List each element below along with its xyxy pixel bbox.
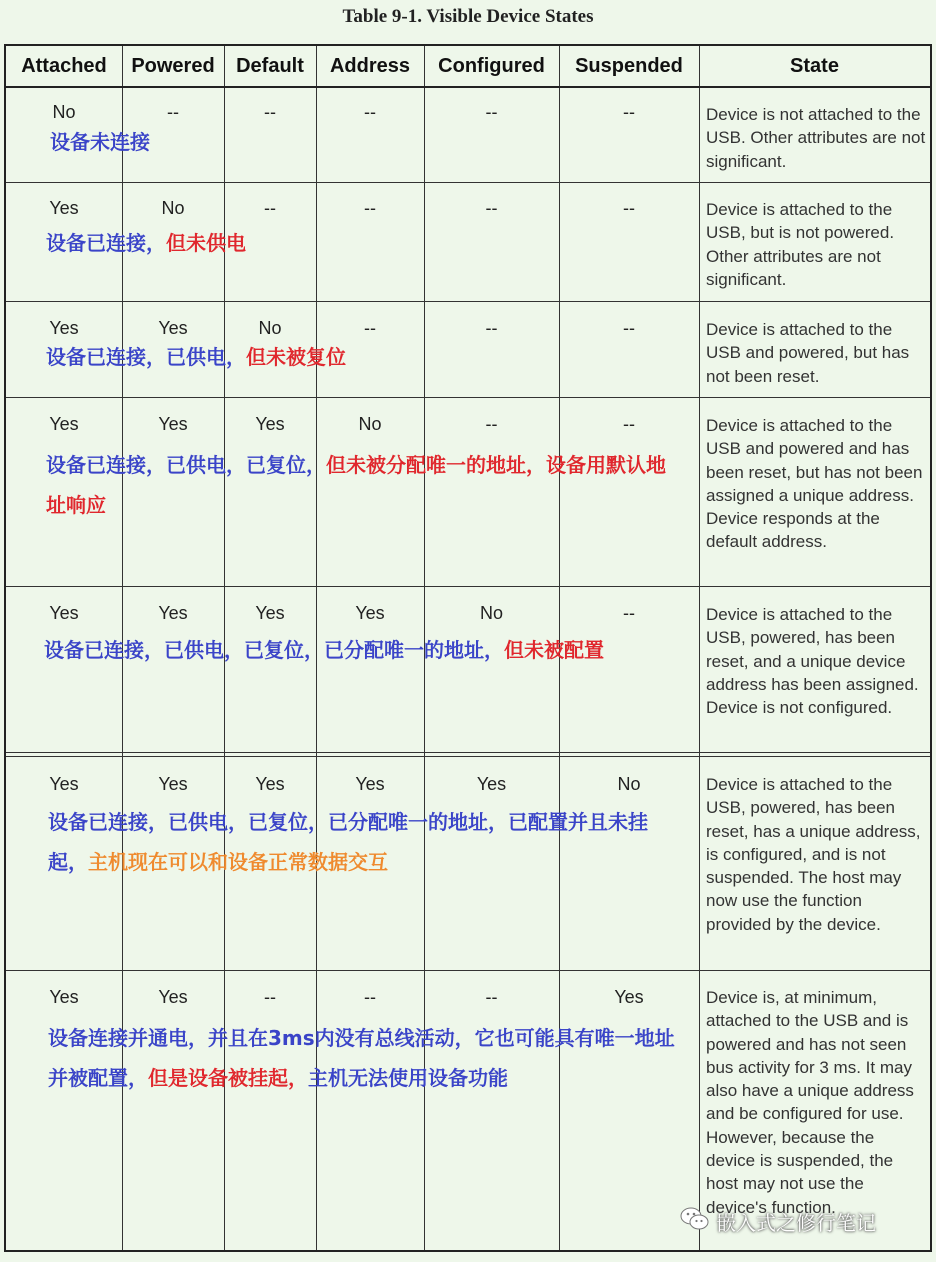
device-states-table — [4, 44, 932, 1252]
cell-configured: Yes — [476, 774, 507, 794]
row-divider — [6, 397, 930, 398]
header-powered: Powered — [131, 55, 215, 77]
cell-attached: Yes — [49, 318, 79, 338]
annotation-segment: 设备已连接， — [46, 231, 166, 255]
state-description: Device is, at minimum, attached to the USB and is powered and has not seen bus activity for 3 ms. It may also have a unique address and be configured for use. However, because the device is suspended, the host may not use the device's function. — [706, 988, 914, 1217]
header-divider — [6, 86, 930, 88]
row-divider — [6, 970, 930, 971]
cell-default: -- — [264, 198, 276, 218]
wechat-icon — [680, 1206, 710, 1237]
row-divider — [6, 182, 930, 183]
cell-suspended: -- — [623, 414, 635, 434]
watermark — [680, 1204, 920, 1238]
cell-powered: Yes — [158, 603, 188, 623]
annotation-segment: 设备未连接 — [50, 130, 150, 154]
header-configured: Configured — [438, 55, 545, 77]
cell-powered: No — [161, 198, 185, 218]
cell-powered: Yes — [158, 414, 188, 434]
cell-default: No — [258, 318, 282, 338]
watermark-text: 嵌入式之修行笔记 — [716, 1210, 876, 1235]
state-description: Device is not attached to the USB. Other attributes are not significant. — [706, 105, 926, 171]
annotation-segment: 但未被配置 — [504, 638, 604, 662]
cell-configured: -- — [485, 318, 498, 338]
annotation-segment: 但未被复位 — [246, 345, 346, 369]
cell-suspended: -- — [623, 603, 635, 623]
cell-configured: -- — [485, 414, 498, 434]
annotation-segment: 但是设备被挂起， — [148, 1066, 308, 1090]
cell-suspended: -- — [623, 198, 635, 218]
cell-suspended: No — [617, 774, 641, 794]
cell-powered: Yes — [158, 774, 188, 794]
cell-powered: Yes — [158, 318, 188, 338]
cell-attached: Yes — [49, 414, 79, 434]
column-divider — [699, 46, 700, 1250]
state-description: Device is attached to the USB, but is not powered. Other attributes are not significant. — [706, 200, 895, 289]
cell-suspended: -- — [623, 318, 635, 338]
header-address: Address — [329, 55, 411, 77]
cell-suspended: -- — [623, 102, 635, 122]
table-title: Table 9-1. Visible Device States — [342, 6, 594, 27]
cell-attached: Yes — [49, 987, 79, 1007]
cell-default: Yes — [255, 414, 285, 434]
row-divider — [6, 301, 930, 302]
cell-default: -- — [264, 102, 276, 122]
cell-suspended: Yes — [614, 987, 644, 1007]
cell-configured: -- — [485, 102, 498, 122]
cell-address: No — [358, 414, 382, 434]
header-default: Default — [236, 55, 304, 77]
cell-address: Yes — [355, 603, 385, 623]
header-suspended: Suspended — [575, 55, 683, 77]
cell-configured: -- — [485, 198, 498, 218]
chinese-annotation — [48, 1018, 688, 1098]
header-attached: Attached — [21, 55, 107, 77]
state-description: Device is attached to the USB and powered, but has not been reset. — [706, 320, 910, 386]
cell-powered: -- — [167, 102, 179, 122]
cell-configured: -- — [485, 987, 498, 1007]
annotation-segment: 设备已连接，已供电，已复位，已分配唯一的地址，已配置并且未挂起， — [48, 810, 648, 874]
chinese-annotation — [46, 445, 676, 525]
cell-address: -- — [364, 987, 376, 1007]
cell-default: Yes — [255, 603, 285, 623]
cell-address: Yes — [355, 774, 385, 794]
cell-powered: Yes — [158, 987, 188, 1007]
annotation-segment: 设备连接并通电，并且在3ms内没有总线活动，它也可能具有唯一地址并被配置， — [48, 1026, 675, 1090]
state-description: Device is attached to the USB, powered, has been reset, and a unique device address has been assigned. Device is not configured. — [706, 605, 919, 718]
chinese-annotation — [50, 122, 690, 162]
cell-configured: No — [479, 603, 503, 623]
cell-attached: No — [52, 102, 76, 122]
annotation-segment: 设备已连接，已供电，已复位，已分配唯一的地址， — [44, 638, 504, 662]
cell-address: -- — [364, 318, 376, 338]
chinese-annotation — [46, 223, 686, 263]
row-divider — [6, 752, 930, 757]
annotation-segment: 但未供电 — [166, 231, 246, 255]
annotation-segment: 设备已连接，已供电，已复位， — [46, 453, 326, 477]
cell-attached: Yes — [49, 198, 79, 218]
annotation-segment: 主机无法使用设备功能 — [308, 1066, 508, 1090]
chinese-annotation — [48, 802, 678, 882]
cell-address: -- — [364, 198, 376, 218]
header-state: State — [790, 55, 839, 77]
annotation-segment: 但未被分配唯一的地址，设备用默认地址响应 — [46, 453, 666, 517]
cell-address: -- — [364, 102, 376, 122]
row-divider — [6, 586, 930, 587]
state-description: Device is attached to the USB, powered, has been reset, has a unique address, is configured, and is not suspended. The host may now use the function provided by the device. — [706, 775, 921, 934]
annotation-segment: 主机现在可以和设备正常数据交互 — [88, 850, 388, 874]
cell-attached: Yes — [49, 774, 79, 794]
chinese-annotation — [46, 337, 686, 377]
cell-default: Yes — [255, 774, 285, 794]
chinese-annotation — [44, 630, 694, 670]
state-description: Device is attached to the USB and powered and has been reset, but has not been assigned a unique address. Device responds at the default address. — [706, 416, 923, 552]
cell-default: -- — [264, 987, 276, 1007]
annotation-segment: 设备已连接，已供电， — [46, 345, 246, 369]
cell-attached: Yes — [49, 603, 79, 623]
